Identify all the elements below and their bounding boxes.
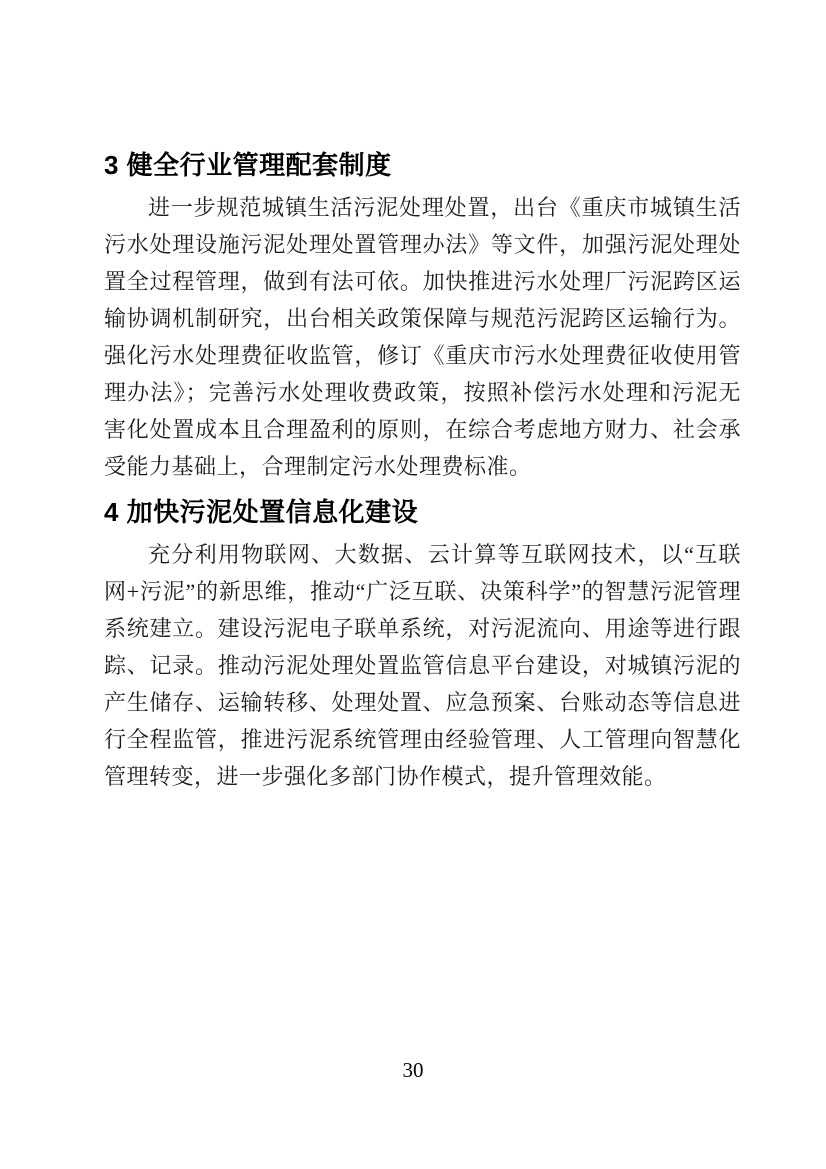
section-4 (104, 493, 741, 795)
body-paragraph: 进一步规范城镇生活污泥处理处置，出台《重庆市城镇生活污水处理设施污泥处理处置管理办法》等文件，加强污泥处理处置全过程管理，做到有法可依。加快推进污水处理厂污泥跨区运输协调机制研究，出台相关政策保障与规范污泥跨区运输行为。强化污水处理费征收监管，修订《重庆市污水处理费征收使用管理办法》；完善污水处理收费政策，按照补偿污水处理和污泥无害化处置成本且合理盈利的原则，在综合考虑地方财力、社会承受能力基础上，合理制定污水处理费标准。 (104, 195, 741, 479)
section-heading: 3 健全行业管理配套制度 (104, 150, 392, 180)
page-number: 30 (402, 1058, 424, 1082)
section-3 (104, 146, 741, 485)
document-content (104, 146, 741, 802)
section-heading: 4 加快污泥处置信息化建设 (104, 497, 419, 527)
body-paragraph: 充分利用物联网、大数据、云计算等互联网技术，以“互联网+污泥”的新思维，推动“广泛互联、决策科学”的智慧污泥管理系统建立。建设污泥电子联单系统，对污泥流向、用途等进行跟踪、记录。推动污泥处理处置监管信息平台建设，对城镇污泥的产生储存、运输转移、处理处置、应急预案、台账动态等信息进行全程监管，推进污泥系统管理由经验管理、人工管理向智慧化管理转变，进一步强化多部门协作模式，提升管理效能。 (104, 542, 741, 789)
